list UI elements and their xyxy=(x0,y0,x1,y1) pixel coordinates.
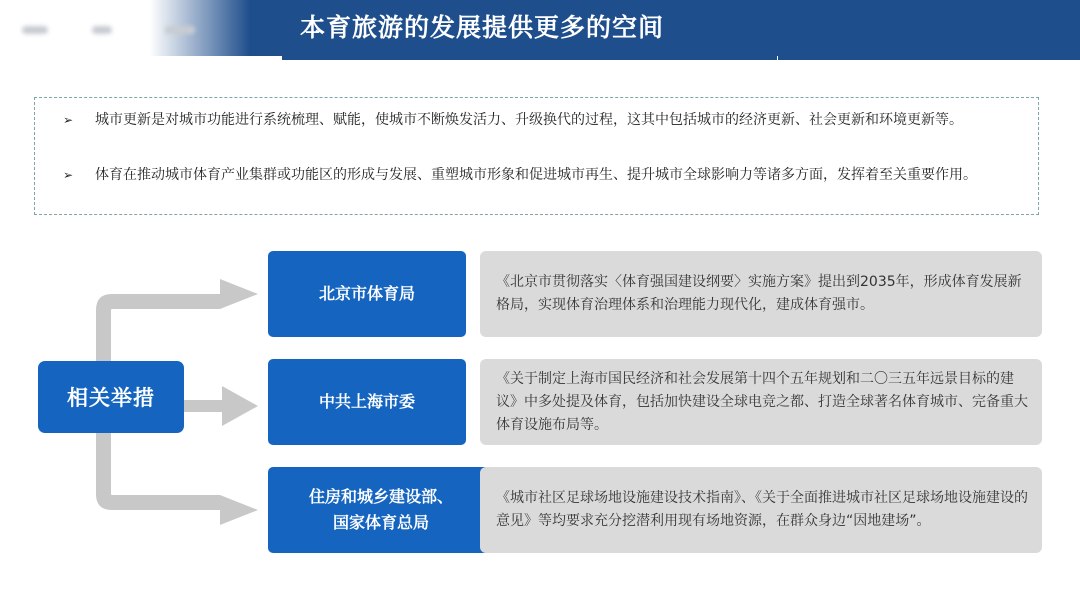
connector-arrow-middle xyxy=(184,386,258,426)
agency-box-beijing: 北京市体育局 xyxy=(268,251,466,337)
connector-spine xyxy=(96,279,258,361)
description-text: 《城市社区足球场地设施建设技术指南》、《关于全面推进城市社区足球场地设施建设的意见》等均要求充分挖潜利用现有场地资源，在群众身边“因地建场”。 xyxy=(496,490,1028,529)
agency-label: 住房和城乡建设部、 国家体育总局 xyxy=(308,487,453,532)
page-title: 本育旅游的发展提供更多的空间 xyxy=(300,13,665,42)
connector-arrow-bottom xyxy=(96,433,258,525)
description-text: 《北京市贯彻落实〈体育强国建设纲要〉实施方案》提出到2035年，形成体育发展新格局，实现体育治理体系和治理能力现代化，建成体育强市。 xyxy=(496,274,1022,313)
description-box xyxy=(480,359,1042,445)
agency-box-shanghai: 中共上海市委 xyxy=(268,359,466,445)
intro-text: 城市更新是对城市功能进行系统梳理、赋能，使城市不断焕发活力、升级换代的过程，这其中包括城市的经济更新、社会更新和环境更新等。 xyxy=(95,112,963,128)
arrow-bullet-icon: ➢ xyxy=(63,168,74,182)
intro-text: 体育在推动城市体育产业集群或功能区的形成与发展、重塑城市形象和促进城市再生、提升城市全球影响力等诸多方面，发挥着至关重要作用。 xyxy=(95,167,977,183)
center-node-measures: 相关举措 xyxy=(38,361,184,433)
description-box xyxy=(480,467,1042,553)
arrow-bullet-icon: ➢ xyxy=(63,113,74,127)
agency-box-housing-sports xyxy=(268,467,494,553)
description-box xyxy=(480,251,1042,337)
description-text: 《关于制定上海市国民经济和社会发展第十四个五年规划和二〇三五年远景目标的建议》中多处提及体育，包括加快建设全球电竞之都、打造全球著名体育城市、完备重大体育设施布局等。 xyxy=(496,370,1028,433)
